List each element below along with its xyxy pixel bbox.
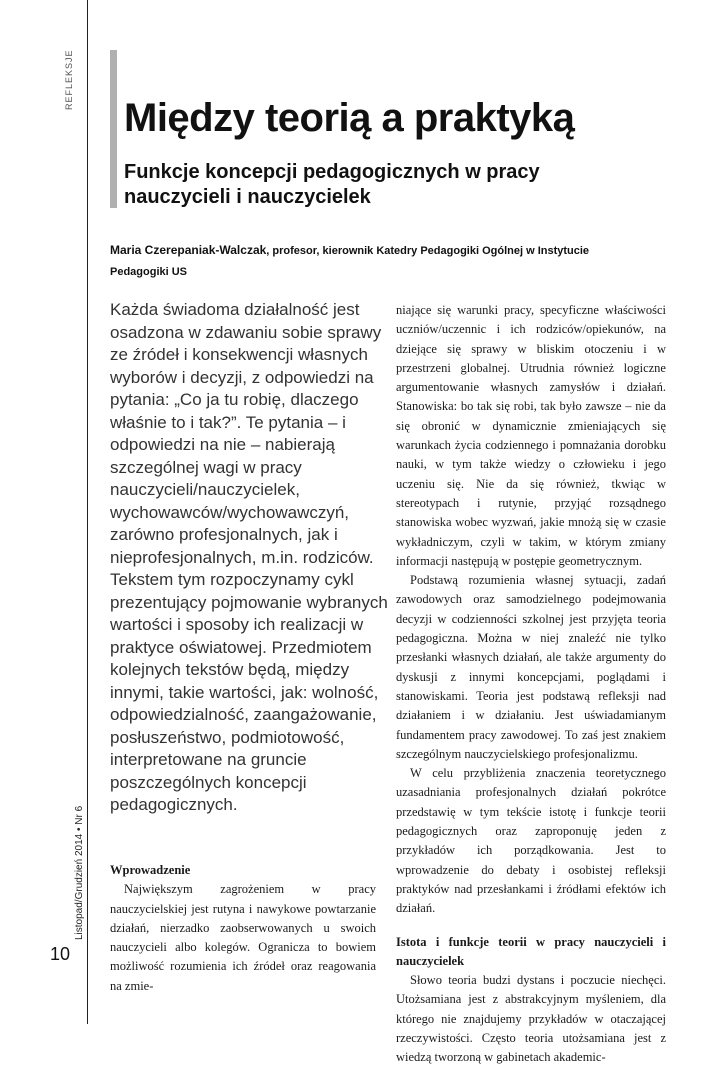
author-affiliation: , profesor, kierownik Katedry Pedagogiki Ogólnej w Instytucie Pedagogiki US	[110, 245, 590, 278]
body-paragraph: niające się warunki pracy, specyficzne właściwości uczniów/uczennic i ich rodziców/opiekunów, na dziejące się sprawy w bliskim otoczeniu i w przestrzeni globalnej. Utrudnia również logiczne argumentowanie własnych zamysłów i działań. Stanowiska: bo tak się robi, tak było zawsze – nie da się obronić w dynamicznie zmieniających się warunkach życia codziennego i pomnażania dorobku nauki, w tym także wiedzy o człowieku i jego uczeniu się. Nie da się również, tkwiąc w stereotypach i rutynie, przyjąć rozsądnego stanowiska wobec wyzwań, jakie mnożą się w czasie wykładniczym, czyli w takim, w którym zmiany informacji następują w postępie geometrycznym.	[396, 303, 666, 568]
issue-tag: Listopad/Grudzień 2014 • Nr 6	[74, 805, 85, 940]
article-subtitle: Funkcje koncepcji pedagogicznych w pracy nauczycieli i nauczycielek	[124, 161, 540, 208]
section-heading-intro: Wprowadzenie	[110, 863, 191, 877]
body-paragraph: Podstawą rozumienia własnej sytuacji, zadań zawodowych oraz samodzielnego podejmowania decyzji w codzienności szkolnej jest przyjęta teoria pedagogiczna. Można w niej znaleźć nie tylko przesłanki własnych działań, ale także argumenty do dyskusji z innymi koncepcjami, poglądami i stanowiskami. Teoria jest podstawą refleksji nad działaniem i w działaniu. Jest uświadamianym fundamentem pracy zawodowej. To zaś jest znakiem szczególnym nauczycielskiego profesjonalizmu.	[396, 573, 666, 761]
section-tag: REFLEKSJE	[64, 49, 74, 110]
body-paragraph: W celu przybliżenia znaczenia teoretycznego uzasadniania profesjonalnych działań pokrótce przedstawię w tym tekście istotę i funkcje teorii pedagogicznych oraz zaproponuję jeden z przykładów ich porządkowania. Jest to wprowadzenie do debaty i osobistej refleksji praktyków nad przesłankami i źródłami efektów ich działań.	[396, 766, 666, 916]
title-accent-bar	[110, 50, 117, 208]
body-paragraph: Słowo teoria budzi dystans i poczucie niechęci. Utożsamiana jest z abstrakcyjnym myśleniem, dla którego nie znajdujemy przykładów w otaczającej rzeczywistości. Często teoria utożsamiana jest z wiedzą tworzoną w gabinetach akademic-	[396, 973, 666, 1065]
author-name: Maria Czerepaniak-Walczak	[110, 243, 267, 257]
page-number: 10	[50, 944, 71, 964]
article-title: Między teorią a praktyką	[124, 96, 575, 140]
body-paragraph: Największym zagrożeniem w pracy nauczycielskiej jest rutyna i nawykowe powtarzanie działań, nierzadko zaobserwowanych u swoich nauczycieli albo kolegów. Ogranicza to bowiem możliwość rozumienia ich źródeł oraz reagowania na zmie-	[110, 882, 376, 993]
left-column	[110, 861, 376, 996]
section-heading-theory: Istota i funkcje teorii w pracy nauczycieli i nauczycielek	[396, 934, 666, 968]
author-line	[110, 240, 630, 283]
right-column	[396, 301, 666, 1068]
lead-paragraph: Każda świadoma działalność jest osadzona w zdawaniu sobie sprawy ze źródeł i konsekwencji własnych wyborów i decyzji, z odpowiedzi na pytania: „Co ja tu robię, dlaczego właśnie to i tak?”. Te pytania – i odpowiedzi na nie – nabierają szczególnej wagi w pracy nauczycieli/nauczycielek, wychowawców/wychowawczyń, zarówno profesjonalnych, jak i nieprofesjonalnych, m.in. rodziców. Tekstem tym rozpoczynamy cykl prezentujący pojmowanie wybranych wartości i sposoby ich realizacji w praktyce oświatowej. Przedmiotem kolejnych tekstów będą, między innymi, takie wartości, jak: wolność, odpowiedzialność, zaangażowanie, posłuszeństwo, podmiotowość, interpretowane na gruncie poszczególnych koncepcji pedagogicznych.	[110, 300, 388, 814]
